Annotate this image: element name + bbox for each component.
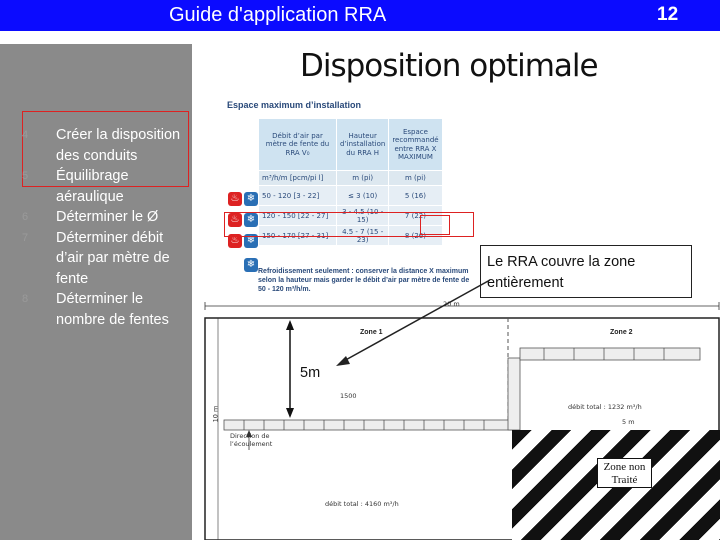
table-unit-cell: m (pi): [389, 171, 442, 186]
untreated-zone-label: Zone non Traité: [597, 458, 652, 488]
length-label: 20 m: [443, 300, 460, 308]
step-number: 7: [22, 231, 29, 244]
table-cell: 3 - 4.5 (10 - 15): [337, 206, 389, 226]
table-cell: 50 - 120 [3 - 22]: [259, 186, 337, 206]
step-label: Créer la disposition des conduits: [56, 127, 181, 164]
coverage-callout: Le RRA couvre la zone entièrement: [480, 245, 692, 298]
table-cell: 8 (26): [389, 226, 442, 246]
table-header-cell: Espace recommandé entre RRA X MAXIMUM: [389, 119, 442, 171]
zone2-label: Zone 2: [610, 329, 633, 336]
table-cell: ≤ 3 (10): [337, 186, 389, 206]
flow-direction-label: Direction de l’écoulement: [230, 432, 273, 448]
table-title: Espace maximum d’installation: [227, 100, 362, 110]
five-meter-label: 5m: [300, 365, 321, 381]
step-number: 4: [22, 129, 29, 141]
cooling-icon: ❄: [244, 234, 258, 248]
zone2-flow-label: débit total : 1232 m³/h: [568, 403, 642, 411]
step-label: Déterminer débit d’air par mètre de fente: [56, 229, 170, 287]
step-number: 5: [22, 170, 29, 182]
heating-icon: ♨: [228, 234, 242, 248]
step-number: 8: [22, 293, 29, 305]
cooling-icon: ❄: [244, 213, 258, 227]
header-title: Guide d'application RRA: [169, 4, 387, 26]
table-unit-cell: m³/h/m [pcm/pi l]: [259, 171, 337, 186]
table-cell: 4.5 - 7 (15 - 23): [337, 226, 389, 246]
heating-icon: ♨: [228, 213, 242, 227]
table-cell: 7 (22): [389, 206, 442, 226]
table-unit-cell: m (pi): [337, 171, 389, 186]
heating-icon: ♨: [228, 192, 242, 206]
cooling-note: Refroidissement seulement : conserver la distance X maximum selon la hauteur mais garder le débit d’air par mètre de fente de 50 - 120 m³/h/m.: [258, 268, 470, 293]
cooling-icon: ❄: [244, 258, 258, 272]
cooling-icon: ❄: [244, 192, 258, 206]
slide-title: Disposition optimale: [300, 48, 598, 84]
step-label: Déterminer le Ø: [56, 209, 159, 225]
spacing-label: 1500: [340, 392, 357, 400]
table-cell: 120 - 150 [22 - 27]: [259, 206, 337, 226]
page-number: 12: [657, 4, 679, 25]
step-label: Déterminer le nombre de fentes: [56, 291, 169, 328]
total-flow-label: débit total : 4160 m³/h: [325, 500, 399, 508]
table-cell: 5 (16): [389, 186, 442, 206]
step-number: 6: [22, 211, 29, 223]
zone2-width-label: 5 m: [622, 418, 635, 426]
height-label: 10 m: [211, 405, 220, 423]
zone1-label: Zone 1: [360, 329, 383, 336]
table-header-cell: Débit d’air par mètre de fente du RRA V₀: [259, 119, 337, 171]
table-header-cell: Hauteur d’installation du RRA H: [337, 119, 389, 171]
step-label: Équilibrage aéraulique: [56, 168, 129, 205]
table-cell: 150 - 170 [27 - 31]: [259, 226, 337, 246]
